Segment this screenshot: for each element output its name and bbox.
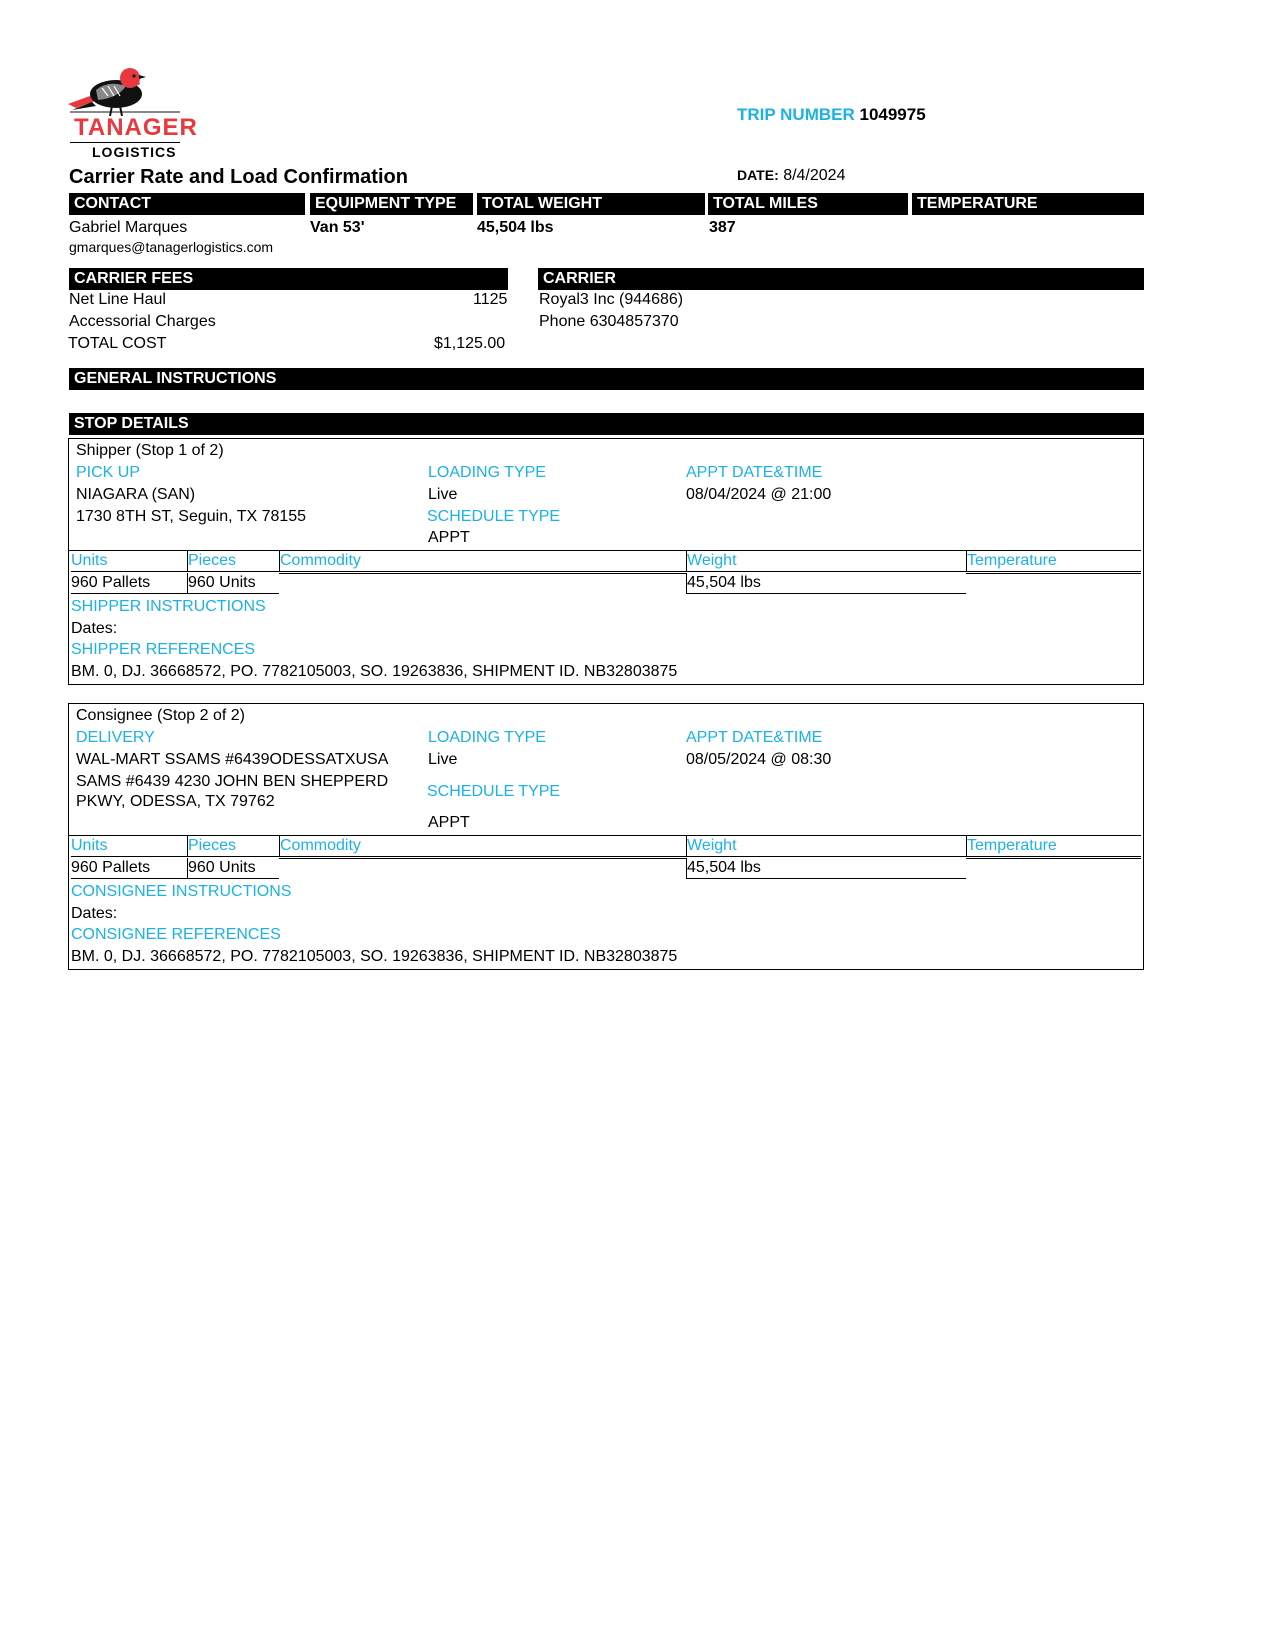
stop-title: Consignee (Stop 2 of 2) [76, 707, 245, 724]
references-value: BM. 0, DJ. 36668572, PO. 7782105003, SO. 19263836, SHIPMENT ID. NB32803875 [71, 948, 678, 965]
tanager-bird-icon [68, 66, 183, 116]
trip-number-value: 1049975 [859, 105, 926, 124]
schedule-type-label: SCHEDULE TYPE [427, 508, 561, 525]
temperature-col-value [966, 573, 1141, 574]
trip-number-label: TRIP NUMBER [737, 105, 855, 124]
appt-value: 08/04/2024 @ 21:00 [686, 486, 832, 503]
references-label: SHIPPER REFERENCES [71, 641, 256, 658]
pieces-value: 960 Units [187, 858, 279, 879]
accessorial-label: Accessorial Charges [69, 313, 216, 330]
stop-card-shipper [68, 438, 1144, 685]
units-header: Units [71, 551, 187, 572]
carrier-name: Royal3 Inc (944686) [539, 291, 684, 308]
schedule-type-value: APPT [428, 814, 470, 831]
line-haul-value: 1125 [473, 291, 508, 308]
page-title: Carrier Rate and Load Confirmation [69, 166, 408, 188]
trip-number [737, 105, 926, 125]
references-label: CONSIGNEE REFERENCES [71, 926, 281, 943]
temperature-header: TEMPERATURE [912, 193, 1144, 215]
total-miles-header: TOTAL MILES [708, 193, 908, 215]
weight-value: 45,504 lbs [686, 858, 966, 879]
carrier-header: CARRIER [538, 268, 1144, 290]
document-date [737, 167, 845, 185]
temperature-col-header: Temperature [966, 836, 1141, 857]
date-label: DATE: [737, 167, 779, 183]
stop-details-header: STOP DETAILS [69, 413, 1144, 435]
logo-text-tanager: TANAGER [74, 114, 198, 141]
stop-card-consignee [68, 703, 1144, 970]
pieces-value: 960 Units [187, 573, 279, 594]
summary-header [69, 193, 1144, 215]
total-cost-value: $1,125.00 [434, 335, 506, 352]
carrier-fees-header: CARRIER FEES [69, 268, 508, 290]
date-value: 8/4/2024 [783, 167, 846, 184]
general-instructions-header: GENERAL INSTRUCTIONS [69, 368, 1144, 390]
appt-value: 08/05/2024 @ 08:30 [686, 751, 832, 768]
stop-address-line2: PKWY, ODESSA, TX 79762 [76, 793, 275, 810]
contact-name: Gabriel Marques [69, 219, 188, 236]
instructions-label: CONSIGNEE INSTRUCTIONS [71, 883, 292, 900]
references-value: BM. 0, DJ. 36668572, PO. 7782105003, SO. 19263836, SHIPMENT ID. NB32803875 [71, 663, 678, 680]
total-weight-header: TOTAL WEIGHT [477, 193, 705, 215]
weight-header: Weight [686, 551, 966, 572]
weight-header: Weight [686, 836, 966, 857]
contact-email[interactable]: gmarques@tanagerlogistics.com [69, 239, 274, 255]
units-header: Units [71, 836, 187, 857]
loading-type-label: LOADING TYPE [428, 729, 546, 746]
line-haul-label: Net Line Haul [69, 291, 166, 308]
stop-address-line1: 1730 8TH ST, Seguin, TX 78155 [76, 508, 307, 525]
units-value: 960 Pallets [71, 858, 187, 879]
contact-header: CONTACT [69, 193, 305, 215]
stop-location-name: WAL-MART SSAMS #6439ODESSATXUSA [76, 751, 389, 768]
loading-type-label: LOADING TYPE [428, 464, 546, 481]
instructions-label: SHIPPER INSTRUCTIONS [71, 598, 266, 615]
stop-title: Shipper (Stop 1 of 2) [76, 442, 224, 459]
total-weight-value: 45,504 lbs [477, 219, 554, 236]
carrier-phone: Phone 6304857370 [539, 313, 679, 330]
total-cost-label: TOTAL COST [68, 335, 167, 352]
equipment-type-value: Van 53' [310, 219, 365, 236]
schedule-type-value: APPT [428, 529, 470, 546]
temperature-col-value [966, 858, 1141, 859]
instructions-dates: Dates: [71, 905, 118, 922]
company-logo [68, 66, 198, 166]
loading-type-value: Live [428, 751, 458, 768]
equipment-type-header: EQUIPMENT TYPE [310, 193, 473, 215]
stop-address-line1: SAMS #6439 4230 JOHN BEN SHEPPERD [76, 773, 389, 790]
commodity-value [279, 573, 686, 574]
units-value: 960 Pallets [71, 573, 187, 594]
loading-type-value: Live [428, 486, 458, 503]
pieces-header: Pieces [187, 551, 279, 572]
schedule-type-label: SCHEDULE TYPE [427, 783, 561, 800]
pieces-header: Pieces [187, 836, 279, 857]
commodity-header: Commodity [279, 836, 686, 857]
instructions-dates: Dates: [71, 620, 118, 637]
stop-location-name: NIAGARA (SAN) [76, 486, 196, 503]
stop-type-label: PICK UP [76, 464, 141, 481]
commodity-header: Commodity [279, 551, 686, 572]
appt-label: APPT DATE&TIME [686, 729, 823, 746]
total-miles-value: 387 [709, 219, 736, 236]
weight-value: 45,504 lbs [686, 573, 966, 594]
temperature-col-header: Temperature [966, 551, 1141, 572]
appt-label: APPT DATE&TIME [686, 464, 823, 481]
stop-type-label: DELIVERY [76, 729, 155, 746]
commodity-value [279, 858, 686, 859]
logo-text-logistics: LOGISTICS [92, 144, 177, 160]
logo-divider [70, 142, 180, 143]
